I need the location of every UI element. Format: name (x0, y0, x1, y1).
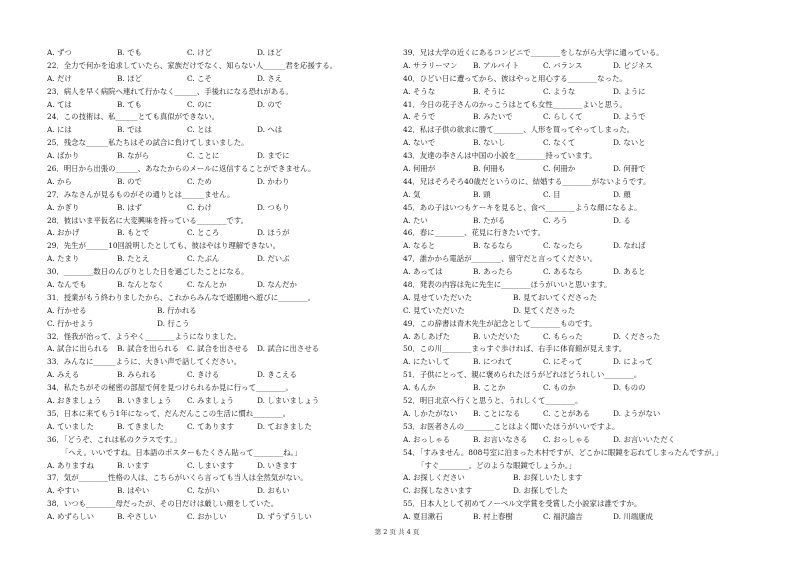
question-text: 27．みなさんが見るものがその通りとは______ません。 (47, 189, 235, 199)
option: C. お探しなさいます (403, 486, 473, 496)
question-text: 39．兄は大学の近くにあるコンビニで________をしながら大学に通っている。 (403, 48, 664, 57)
option: B. なるなら (473, 241, 513, 251)
answer-options (47, 511, 392, 524)
option: C. けど (187, 48, 212, 57)
answer-options (47, 150, 392, 163)
answer-options (47, 279, 392, 292)
option: C. おっしゃる (543, 434, 591, 444)
answer-options (403, 86, 753, 99)
option: A. ずつ (47, 48, 72, 57)
option: B. たとえ (117, 254, 150, 264)
option: C. とは (187, 125, 212, 135)
question-text: 33．みんなに______ように、大きい声で話してください。 (47, 357, 242, 367)
option: D. ので (257, 99, 283, 109)
option: C. なくて (543, 138, 576, 148)
option: B. 試合を出られる (117, 344, 179, 354)
question-text: 23．病人を早く病院へ連れて行かなく______、手後れになる恐れがある。 (47, 86, 293, 96)
question-text: 45．あの子はいつもケーキを見ると、食べ________ような顔になるよ。 (403, 202, 642, 212)
question-text: 32．怪我が治って、ようやく________ようになりました。 (47, 331, 242, 341)
answer-options (403, 189, 753, 202)
option: D. へは (257, 125, 283, 135)
option: B. ながら (117, 151, 150, 161)
option: C. なったら (543, 241, 583, 251)
answer-options (403, 331, 753, 344)
option: B. お言いなさる (473, 434, 528, 444)
option: C. あるなら (543, 267, 583, 277)
option: D. さえ (257, 73, 283, 83)
option: D. 何冊で (613, 164, 646, 174)
answer-options (47, 395, 392, 408)
question-subline: 「へえ。いいですね。日本語のポスターもたくさん貼って________ね。」 (61, 447, 302, 457)
question-text: 25．残念な______私たちはその試合に負けてしまいました。 (47, 138, 249, 148)
option: A. ないで (403, 138, 436, 148)
answer-options (403, 485, 753, 498)
question-text: 49．この辞書は青木先生が記念として________ものです。 (403, 318, 597, 328)
option: A. 気 (403, 189, 421, 199)
option: C. もらった (543, 331, 583, 341)
option: D. だいぶ (257, 254, 290, 264)
option: C. しまいます (187, 460, 235, 470)
question-text: 24．この技術は、私______とても真似ができない。 (47, 112, 220, 122)
answer-options (403, 382, 753, 395)
question-text: 28．彼はいま平仮名に大変興味を持っている________です。 (47, 215, 248, 225)
answer-options (403, 356, 753, 369)
question-text: 37．気が________性格の人は、こちらがいくら言っても当人は全然気がない。 (47, 473, 308, 483)
option: A. めずらしい (47, 512, 94, 522)
answer-options (403, 60, 753, 73)
answer-options (403, 163, 753, 176)
option: A. そうな (403, 86, 436, 96)
question-text: 40．ひどい日に遭ってから、彼はやっと用心する________なった。 (403, 73, 627, 83)
option: B. お探しいたします (513, 473, 583, 483)
option: D. ようがない (613, 408, 661, 418)
option: A. たまり (47, 254, 80, 264)
answer-options (47, 176, 392, 189)
option: D. までに (257, 151, 290, 161)
answer-options (403, 511, 753, 524)
option: D. ないと (613, 138, 646, 148)
option: A. 試合に出られる (47, 344, 109, 354)
question-text: 51．子供にとって、親に褒められたほうがどれほどうれしい________。 (403, 370, 642, 380)
option: C. ことがある (543, 408, 591, 418)
option: A. おかげ (47, 228, 80, 238)
answer-options (47, 253, 392, 266)
option: B. 村上春樹 (473, 512, 513, 522)
option: C. 試合を出させる (187, 344, 249, 354)
answer-options (47, 124, 392, 137)
question-text: 43．友達の李さんは中国の小説を________持っています。 (403, 151, 597, 161)
option: C. てあります (187, 421, 235, 431)
option: A. サラリーマン (403, 60, 458, 70)
option: A. 行かせる (47, 305, 87, 315)
option: D. ほうが (257, 228, 290, 238)
option: D. なんだか (257, 280, 297, 290)
answer-options (403, 434, 753, 447)
option: D. 見てくださった (513, 305, 576, 315)
option: A. おっしゃる (403, 434, 450, 444)
option: B. はず (117, 202, 142, 212)
option: D. 川端康成 (613, 512, 653, 522)
question-text: 38．いつも________母だったが、その日だけは厳しい顔をしていた。 (47, 499, 279, 509)
option: A. たい (403, 215, 428, 225)
question-text: 50．この川________まっすぐ歩ければ、右手に体育館が見えます。 (403, 344, 627, 354)
answer-options (403, 292, 753, 305)
option: D. ほど (257, 48, 283, 57)
option: C. にそって (543, 357, 583, 367)
option: D. ように (613, 86, 646, 96)
option: A. には (47, 125, 72, 135)
option: A. なると (403, 241, 436, 251)
option: B. でも (117, 48, 142, 57)
answer-options (403, 472, 753, 485)
answer-options (47, 227, 392, 240)
option: C. らしくて (543, 112, 583, 122)
option: D. る (613, 215, 631, 225)
option: C. 福沢諭吉 (543, 512, 583, 522)
answer-options (403, 215, 753, 228)
option: B. みられる (117, 370, 157, 380)
option: D. つもり (257, 202, 290, 212)
option: B. たがる (473, 215, 506, 225)
option: D. お言いいただく (613, 434, 676, 444)
answer-options (47, 369, 392, 382)
option: C. ことに (187, 151, 220, 161)
option: D. ようで (613, 112, 646, 122)
option: A. やすい (47, 486, 80, 496)
option: A. しかたがない (403, 408, 458, 418)
option: C. ものか (543, 383, 576, 393)
option: B. 見ておいてくださった (513, 292, 598, 302)
option: A. おきましょう (47, 396, 102, 406)
option: C. 目 (543, 189, 561, 199)
option: A. みえる (47, 370, 80, 380)
option: C. のに (187, 99, 212, 109)
answer-options (47, 47, 392, 60)
answer-options (47, 318, 392, 331)
option: C. おかしい (187, 512, 227, 522)
option: D. おもい (257, 486, 290, 496)
answer-options (47, 485, 392, 498)
option: D. しまいましょう (257, 396, 320, 406)
option: D. ておきました (257, 421, 312, 431)
option: A. 見せていただいた (403, 292, 473, 302)
question-text: 53．お医者さんの________ことはよく聞いたほうがいいですよ。 (403, 421, 620, 431)
option: D. 試合に出させる (257, 344, 320, 354)
option: C. きける (187, 370, 220, 380)
left-column (47, 47, 392, 524)
option: B. います (117, 460, 150, 470)
option: B. ことになる (473, 408, 521, 418)
answer-options (47, 99, 392, 112)
option: A. ては (47, 99, 72, 109)
question-text: 42．私は子供の欲求に勝て________、人形を買ってやってしまった。 (403, 125, 635, 135)
option: B. ても (117, 99, 142, 109)
option: B. やさしい (117, 512, 157, 522)
option: D. いきます (257, 460, 297, 470)
option: A. 何冊が (403, 164, 436, 174)
option: D. お探しでした (513, 486, 568, 496)
question-text: 54．「すみません。808号室に泊まった木村ですが、どこかに眼鏡を忘れてしまったんですが。」 (403, 447, 723, 457)
option: C. ところ (187, 228, 220, 238)
option: C. たぶん (187, 254, 220, 264)
question-text: 47．誰かから電話が________、留守だと言ってください。 (403, 254, 598, 264)
option: C. わけ (187, 202, 212, 212)
option: B. てきました (117, 421, 165, 431)
option: B. いただいた (473, 331, 521, 341)
option: B. ので (117, 176, 142, 186)
option: A. 夏目漱石 (403, 512, 443, 522)
question-text: 46．春に________、花見に行きたいです。 (403, 228, 545, 238)
option: B. もとで (117, 228, 150, 238)
question-text: 55．日本人として初めてノーベル文学賞を受賞した小説家は誰ですか。 (403, 499, 642, 509)
option: B. アルバイト (473, 60, 520, 70)
answer-options (47, 343, 392, 356)
option: B. 頭 (473, 189, 491, 199)
option: D. かわり (257, 176, 290, 186)
answer-options (47, 305, 392, 318)
option: C. 見ていただいた (403, 305, 465, 315)
option: B. ことか (473, 383, 506, 393)
option: A. お探しください (403, 473, 465, 483)
question-text: 44．兄はそろそろ40歳だというのに、結婚する________がないようです。 (403, 176, 651, 186)
option: A. ていました (47, 421, 94, 431)
question-subline: 「すぐ________。どのような眼鏡でしょうか。」 (417, 460, 576, 470)
option: A. あしあげた (403, 331, 450, 341)
option: B. あったら (473, 267, 513, 277)
option: C. ろう (543, 215, 568, 225)
question-text: 36．「どうぞ、これは私のクラスです。」 (47, 434, 182, 444)
option: A. から (47, 176, 72, 186)
question-text: 52．明日北京へ行くと思うと、うれしくて________。 (403, 396, 583, 406)
option: B. はやい (117, 486, 150, 496)
option: C. ような (543, 86, 576, 96)
answer-options (47, 73, 392, 86)
right-column (403, 47, 753, 524)
option: C. みましょう (187, 396, 235, 406)
question-text: 48．発表の内容は先に先生に________ほうがいいと思います。 (403, 280, 612, 290)
answer-options (47, 202, 392, 215)
answer-options (403, 266, 753, 279)
question-text: 29．先生が______10回説明したとしても、彼はやはり理解できない。 (47, 241, 281, 251)
question-text: 26．明日から出張の______、あなたからのメールに返信することができません。 (47, 164, 316, 174)
option: B. なんとなく (117, 280, 165, 290)
option: C. ため (187, 176, 212, 186)
option: B. 行かれる (157, 305, 197, 315)
option: D. ビジネス (613, 60, 653, 70)
answer-options (403, 305, 753, 318)
option: C. ながい (187, 486, 220, 496)
option: C. こそ (187, 73, 212, 83)
question-text: 35．日本に来てもう1年になって、だんだんここの生活に慣れ________。 (47, 408, 291, 418)
question-text: 31．授業がもう終わりましたから、これからみんなで遊園地へ遊びに________。 (47, 292, 316, 302)
answer-options (47, 421, 392, 434)
option: D. ものの (613, 383, 646, 393)
option: B. ないし (473, 138, 506, 148)
answer-options (47, 460, 392, 473)
question-text: 34．私たちがその秘密の部屋で何を見つけられるか見に行って________。 (47, 383, 293, 393)
page-footer: 第 2 页 共 4 页 (374, 528, 420, 536)
option: A. あっては (403, 267, 443, 277)
option: D. によって (613, 357, 653, 367)
option: B. では (117, 125, 142, 135)
option: B. 何冊も (473, 164, 506, 174)
option: D. 行こう (157, 318, 190, 328)
option: A. なんでも (47, 280, 87, 290)
option: C. 行かせよう (47, 318, 95, 328)
option: B. につれて (473, 357, 513, 367)
option: D. きこえる (257, 370, 297, 380)
option: C. バランス (543, 60, 583, 70)
answer-options (403, 408, 753, 421)
option: C. なんとか (187, 280, 227, 290)
question-text: 41．今日の花子さんのかっこうはとても女性________よいと思う。 (403, 99, 627, 109)
option: D. ずうずうしい (257, 512, 312, 522)
answer-options (403, 240, 753, 253)
option: B. みたいで (473, 112, 513, 122)
option: B. ほど (117, 73, 142, 83)
option: D. 顔 (613, 189, 631, 199)
option: C. 何冊か (543, 164, 576, 174)
option: D. あると (613, 267, 646, 277)
option: D. くださった (613, 331, 661, 341)
question-text: 30．________数日のんびりとした日を過ごしたことになる。 (47, 267, 249, 277)
question-text: 22．全力で何かを追求していたら、家族だけでなく、知らない人______君を応援する。 (47, 60, 338, 70)
answer-options (403, 111, 753, 124)
option: A. ありますね (47, 460, 94, 470)
answer-options (403, 137, 753, 150)
option: D. なれば (613, 241, 646, 251)
option: A. だけ (47, 73, 72, 83)
option: A. もんか (403, 383, 436, 393)
option: A. にたいして (403, 357, 450, 367)
option: A. ばかり (47, 151, 80, 161)
option: B. そうに (473, 86, 506, 96)
option: A. かぎり (47, 202, 80, 212)
option: B. いきましょう (117, 396, 172, 406)
option: A. そうで (403, 112, 436, 122)
